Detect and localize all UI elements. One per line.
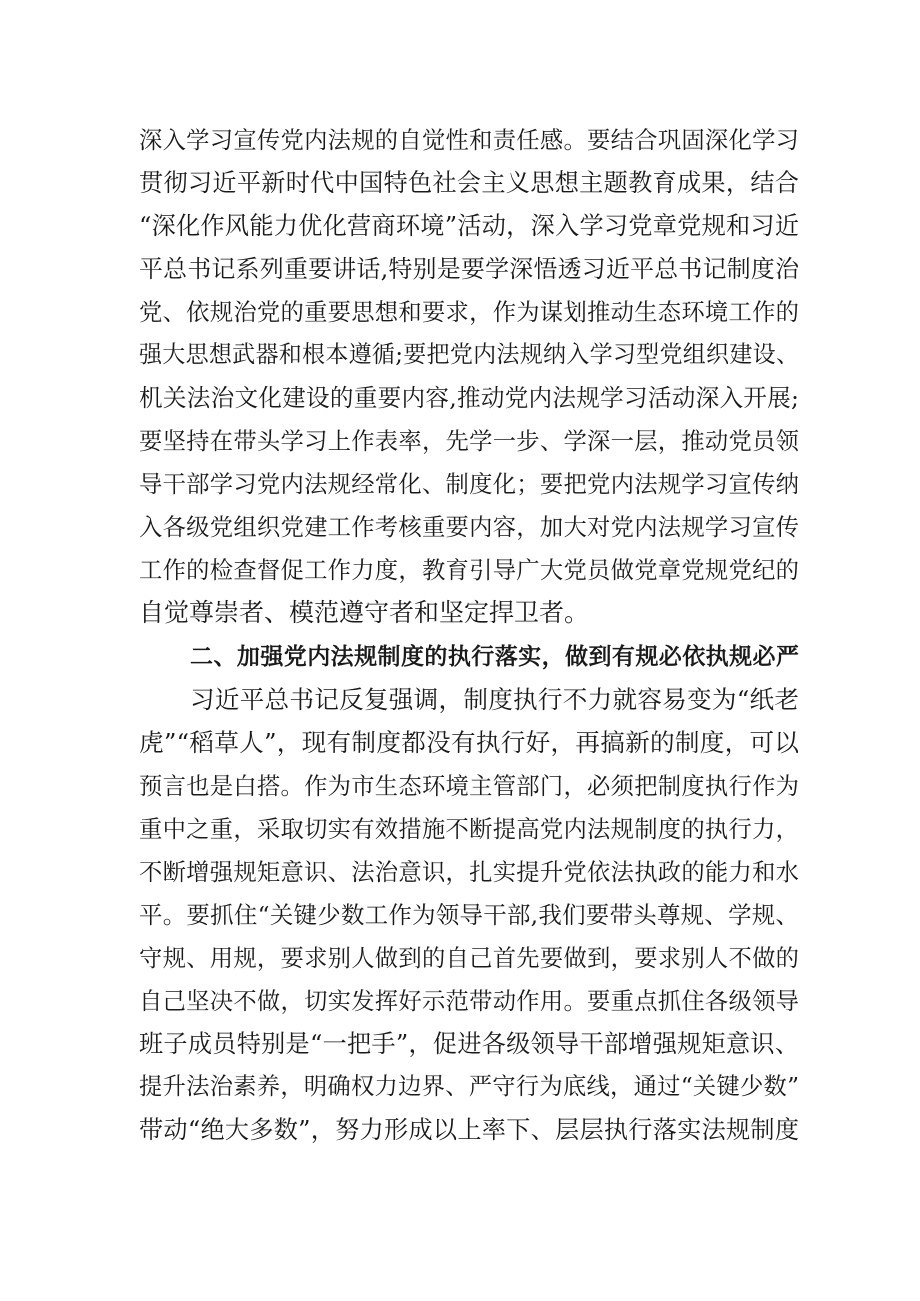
paragraph-2-line: 平。要抓住“关键少数工作为领导干部,我们要带头尊规、学规、	[139, 901, 799, 929]
paragraph-1-line: 自觉尊崇者、模范遵守者和坚定捍卫者。	[139, 598, 590, 627]
paragraph-1-line: 导干部学习党内法规经常化、制度化；要把党内法规学习宣传纳	[139, 470, 799, 498]
paragraph-2-line: 自己坚决不做，切实发挥好示范带动作用。要重点抓住各级领导	[139, 987, 799, 1015]
paragraph-2-line: 提升法治素养，明确权力边界、严守行为底线，通过“关键少数”	[139, 1073, 799, 1100]
section-heading: 二、加强党内法规制度的执行落实，做到有规必依执规必严	[190, 644, 799, 670]
paragraph-1-line: 机关法治文化建设的重要内容,推动党内法规学习活动深入开展;	[139, 384, 799, 412]
paragraph-1-line: 工作的检查督促工作力度，教育引导广大党员做党章党规党纪的	[139, 556, 799, 584]
paragraph-1-line: 强大思想武器和根本遵循;要把党内法规纳入学习型党组织建设、	[139, 342, 799, 368]
paragraph-2-line: 重中之重，采取切实有效措施不断提高党内法规制度的执行力，	[139, 815, 799, 843]
paragraph-1-line: “深化作风能力优化营商环境”活动，深入学习党章党规和习近	[139, 212, 799, 240]
paragraph-1-line: 要坚持在带头学习上作表率，先学一步、学深一层，推动党员领	[139, 427, 799, 455]
paragraph-2-line: 不断增强规矩意识、法治意识，扎实提升党依法执政的能力和水	[139, 858, 799, 886]
paragraph-2-line: 班子成员特别是“一把手”，促进各级领导干部增强规矩意识、	[139, 1030, 799, 1058]
paragraph-2-line: 守规、用规，要求别人做到的自己首先要做到，要求别人不做的	[139, 944, 799, 972]
paragraph-1-line: 入各级党组织党建工作考核重要内容，加大对党内法规学习宣传	[139, 513, 799, 541]
paragraph-1-line: 党、依规治党的重要思想和要求，作为谋划推动生态环境工作的	[139, 298, 799, 326]
paragraph-1-line: 平总书记系列重要讲话,特别是要学深悟透习近平总书记制度治	[139, 255, 799, 283]
paragraph-1-line: 深入学习宣传党内法规的自觉性和责任感。要结合巩固深化学习	[139, 126, 799, 154]
paragraph-2-line: 带动“绝大多数”，努力形成以上率下、层层执行落实法规制度	[139, 1116, 799, 1144]
paragraph-2-line: 习近平总书记反复强调，制度执行不力就容易变为“纸老	[190, 685, 799, 714]
paragraph-2-line: 预言也是白搭。作为市生态环境主管部门，必须把制度执行作为	[139, 772, 799, 800]
paragraph-2-line: 虎”“稻草人”，现有制度都没有执行好，再搞新的制度，可以	[139, 728, 799, 757]
paragraph-1-line: 贯彻习近平新时代中国特色社会主义思想主题教育成果，结合	[139, 169, 799, 197]
